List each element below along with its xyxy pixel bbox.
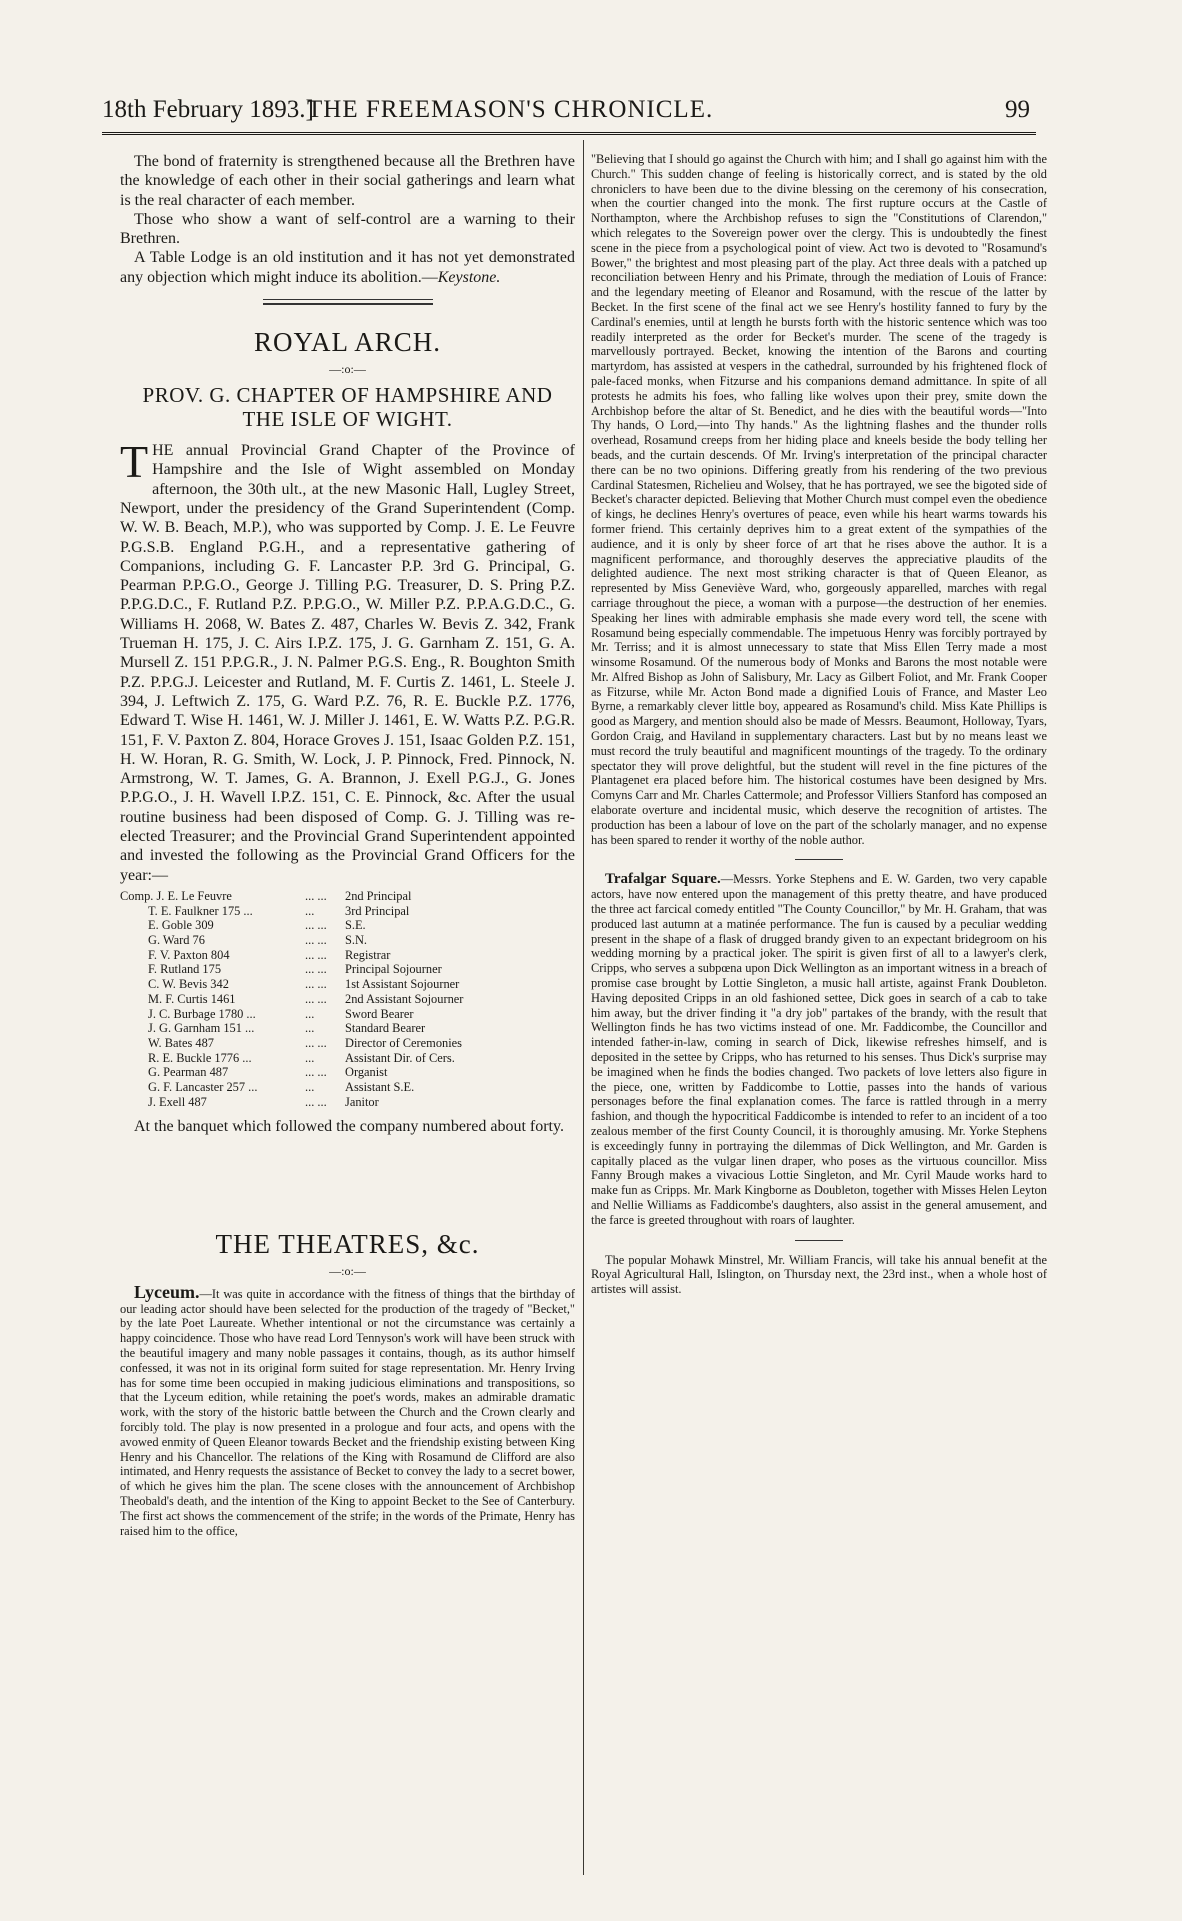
publication-title: THE FREEMASON'S CHRONICLE.: [307, 96, 714, 123]
theatres-ornament: —:o:—: [329, 1263, 366, 1278]
drop-cap: T: [120, 436, 149, 488]
officer-row: W. Bates 487 ... ... Director of Ceremonies: [148, 1035, 462, 1050]
officer-row: G. Ward 76 ... ... S.N.: [148, 933, 368, 948]
officer-row: C. W. Bevis 342 ... ... 1st Assistant Sojourner: [148, 977, 460, 992]
officer-row: R. E. Buckle 1776 ... ... Assistant Dir. of Cers.: [148, 1050, 455, 1065]
trafalgar-review-text: —Messrs. Yorke Stephens and E. W. Garden, two very capable actors, have now entered upon the management of this pretty theatre, and have produced the three act farcical comedy entitled "The County Councillor," by Mr. H. Graham, that was produced last autumn at a matinée performance. The fun is caused by a peculiar wedding present in the shape of a flask of drugged brandy given to an expectant bridegroom on his wedding morning by a practical joker. The spirit is given first of all to a lawyer's clerk, Cripps, who serves a subpœna upon Dick Wellington as an important witness in a breach of promise case brought by Lottie Singleton, a music hall artiste, against Frank Doubleton. Having deposited Cripps in an old fashioned settee, Dick goes in search of a cab to take him away, but the driver finding it "a dry job" partakes of the brandy, with the result that Wellington finds he has two victims instead of one. Mr. Faddicombe, the Councillor and intended father-in-law, coming in search of Dick, likewise refreshes himself, and is deposited in the settee by Cripps, who has returned to his senses. Thus Dick's surprise may be imagined when he finds the bodies changed. Two packets of love letters also figure in the piece, one, written by Faddicombe to Lottie, passes into the hands of various personages before the final explanation comes. The farce is rattled through in a merry fashion, and though the hypocritical Faddicombe is intended to refer to an incident of a too zealous member of the first County Council, it is thoroughly amusing. Mr. Yorke Stephens is exceedingly funny in portraying the dilemmas of Dick Wellington, and Mr. Garden is capitally placed as the vulgar linen draper, who poses as the virtuous councillor. Miss Fanny Brough makes a vivacious Lottie Singleton, and Mr. Cyril Maude works hard to make fun as Cripps. Mr. Mark Kingborne as Doubleton, together with Misses Helen Leyton and Nellie Williams as Faddicombe's daughters, also assist in the general amusement, and the farce is greeted throughout with roars of laughter.: [591, 872, 1048, 1227]
intro-paragraph-3-text: A Table Lodge is an old institution and it has not yet demonstrated any objection which might induce its abolition.—: [120, 249, 575, 286]
officers-list: [120, 889, 575, 1110]
officer-row: M. F. Curtis 1461 ... ... 2nd Assistant Sojourner: [148, 991, 464, 1006]
chapter-heading: PROV. G. CHAPTER OF HAMPSHIRE AND THE ISLE OF WIGHT.: [142, 383, 553, 432]
trafalgar-review: [591, 872, 1047, 1227]
intro-source: Keystone.: [437, 268, 501, 286]
mohawk-notice: The popular Mohawk Minstrel, Mr. William Francis, will take his annual benefit at the Royal Agricultural Hall, Islington, on Thursday next, the 23rd inst., when a whole host of artistes will assist.: [591, 1252, 1047, 1297]
chapter-report: [120, 436, 575, 885]
officer-row: Comp. J. E. Le Feuvre ... ... 2nd Principal: [120, 888, 412, 903]
short-divider: [795, 859, 843, 860]
page-number: 99: [1005, 96, 1030, 123]
issue-date: 18th February 1893.]: [102, 96, 314, 123]
theatres-heading: THE THEATRES, &c.: [215, 1228, 480, 1259]
officer-row: J. G. Garnham 151 ... ... Standard Bearer: [148, 1021, 426, 1036]
right-column: [591, 152, 1047, 1297]
officer-row: F. Rutland 175 ... ... Principal Sojourner: [148, 962, 442, 977]
royal-arch-heading: ROYAL ARCH.: [253, 327, 442, 358]
officer-row: J. C. Burbage 1780 ... ... Sword Bearer: [148, 1006, 414, 1021]
column-divider: [583, 140, 584, 1875]
officer-row: F. V. Paxton 804 ... ... Registrar: [148, 947, 391, 962]
masthead: [102, 92, 1036, 135]
section-separator: [263, 299, 433, 305]
officer-row: J. Exell 487 ... ... Janitor: [148, 1094, 379, 1109]
officer-row: G. F. Lancaster 257 ... ... Assistant S.E.: [148, 1080, 415, 1095]
officer-row: E. Goble 309 ... ... S.E.: [148, 918, 366, 933]
officer-row: T. E. Faulkner 175 ... ... 3rd Principal: [148, 903, 410, 918]
left-column: [120, 152, 575, 1538]
lyceum-review: [120, 1281, 575, 1539]
short-divider: [795, 1240, 843, 1241]
lyceum-review-text: —It was quite in accordance with the fitness of things that the birthday of our leading actor should have been selected for the production of the tragedy of "Becket," by the late Poet Laureate. Whether intentional or not the circumstance was certainly a happy coincidence. Those who have read Lord Tennyson's work will have been struck with the beautiful imagery and many noble passages it contains, though, as its author himself confessed, it was not in its original form suited for stage representation. Mr. Henry Irving has for some time been occupied in making judicious eliminations and transpositions, so that the Lyceum edition, while retaining the poet's words, makes an admirable dramatic work, with the story of the historic battle between the Church and the Crown clearly and forcibly told. The play is now presented in a prologue and four acts, and opens with the avowed enmity of Queen Eleanor towards Becket and the friendship existing between King Henry and his Chancellor. The relations of the King with Rosamund de Clifford are also intimated, and Henry requests the assistance of Becket to convey the lady to a secret bower, of which he gives him the plan. The scene closes with the announcement of Archbishop Theobald's death, and the intention of the King to appoint Becket to the See of Canterbury. The first act shows the commencement of the strife; in the words of the Primate, Henry has raised him to the office,: [120, 1286, 575, 1538]
intro-paragraph-3: [120, 248, 575, 287]
officer-row: G. Pearman 487 ... ... Organist: [148, 1065, 388, 1080]
royal-arch-ornament: —:o:—: [329, 362, 366, 377]
lyceum-heading: Lyceum.: [134, 1281, 200, 1302]
intro-paragraph-1: The bond of fraternity is strengthened because all the Brethren have the knowledge of each other in their social gatherings and learn what is the real character of each member.: [120, 153, 575, 209]
chapter-report-text: HE annual Provincial Grand Chapter of the Province of Hampshire and the Isle of Wight assembled on Monday afternoon, the 30th ult., at the new Masonic Hall, Lugley Street, Newport, under the presidency of the Grand Superintendent (Comp. W. W. B. Beach, M.P.), who was supported by Comp. J. E. Le Feuvre P.G.S.B. England P.G.H., and a representative gathering of Companions, including G. F. Lancaster P.P. 3rd G. Principal, G. Pearman P.P.G.O., George J. Tilling P.G. Treasurer, D. S. Pring P.Z. P.P.G.D.C., F. Rutland P.Z. P.P.G.O., W. Miller P.Z. P.P.A.G.D.C., G. Williams H. 2068, W. Bates Z. 487, Charles W. Bevis Z. 342, Frank Trueman H. 175, J. C. Airs I.P.Z. 175, J. G. Garnham Z. 151, G. A. Mursell Z. 151 P.P.G.R., J. N. Palmer P.G.S. Eng., R. Boughton Smith P.Z. P.P.G.J. Leicester and Rutland, M. F. Curtis Z. 1461, L. Steele J. 394, J. Leftwich Z. 175, G. Ward P.Z. 76, R. E. Buckle P.Z. 1776, Edward T. Wise H. 1461, W. J. Miller J. 1461, E. W. Watts P.Z. P.G.R. 151, F. V. Paxton Z. 804, Horace Groves J. 151, Isaac Golden P.Z. 151, H. W. Horan, R. G. Smith, W. Lock, J. P. Pinnock, Fred. Pinnock, N. Armstrong, W. T. James, G. A. Brannon, J. Exell P.G.J., G. Jones P.P.G.O., J. H. Wavell I.P.Z. 151, C. E. Pinnock, &c. After the usual routine business had been disposed of Comp. G. J. Tilling was re-elected Treasurer; and the Provincial Grand Superintendent appointed and invested the following as the Provincial Grand Officers for the year:—: [120, 442, 575, 884]
intro-paragraph-2: Those who show a want of self-control are a warning to their Brethren.: [120, 210, 575, 248]
trafalgar-heading: Trafalgar Square.: [605, 871, 721, 888]
becket-review-continued: "Believing that I should go against the Church with him; and I shall go against him with the Church." This sudden change of feeling is historically correct, and is stated by the old chroniclers to have been due to the divine blessing on the ceremony of his consecration, when the courtier changed into the monk. The first rupture occurs at the Castle of Northampton, where the Archbishop refuses to sign the "Constitutions of Clarendon," which relegates to the Sovereign power over the clergy. This is undoubtedly the finest scene in the piece from a psychological point of view. Act two is devoted to "Rosamund's Bower," the brightest and most pleasing part of the play. Act three deals with a patched up reconciliation between Henry and his Primate, through the mediation of Louis of France: and the legendary meeting of Eleanor and Rosamund, with the rescue of the latter by Becket. In the first scene of the final act we see Henry's hostility fanned to fury by the Cardinal's enemies, until at length he bursts forth with the historic sentence which was too readily interpreted as the order for Becket's murder. The scene of the tragedy is marvellously portrayed. Becket, knowing the intention of the Barons and courting martyrdom, has assisted at vespers in the cathedral, surrounded by his frightened flock of pale-faced monks, when Fitzurse and his companions demand admittance. In spite of all protests he admits his foes, who falling like wolves upon their prey, smite down the Archbishop before the altar of St. Benedict, and he dies with the beautiful words—"Into Thy hands, O Lord,—into Thy hands." As the lightning flashes and the thunder rolls overhead, Rosamund creeps from her hiding place and kneels beside the body telling her beads, and the curtain descends. Of Mr. Irving's interpretation of the principal character there can be no two opinions. Differing greatly from his rendering of the two previous Cardinal Statesmen, Richelieu and Wolsey, that he has portrayed, we see the bigoted side of Becket's character depicted. Believing that Mother Church must compel even the obedience of kings, he declines Henry's overtures of peace, even while his heart warms towards his former friend. This certainly deprives him to a great extent of the sympathies of the audience, and it is only by sheer force of art that he rises above the author. It is a magnificent performance, and thoroughly deserves the appreciative plaudits of the delighted audience. The next most striking character is that of Queen Eleanor, as represented by Miss Geneviève Ward, who, gorgeously apparelled, marches with regal carriage throughout the piece, a woman with a purpose—the destruction of her enemies. Speaking her lines with admirable emphasis she made every word tell, the scene with Rosamund being especially commendable. The impetuous Henry was forcibly portrayed by Mr. Terriss; and it is almost unnecessary to state that Miss Ellen Terry made a most winsome Rosamund. Of the numerous body of Monks and Barons the most notable were Mr. Alfred Bishop as John of Salisbury, Mr. Lacy as Gilbert Foliot, and Mr. Frank Cooper as Fitzurse, while Mr. Acton Bond made a dignified Louis of France, and Master Leo Byrne, a remarkably clever little boy, appeared as Rosamund's child. Miss Kate Phillips is good as Margery, and mention should also be made of Messrs. Beaumont, Holloway, Tyars, Gordon Craig, and Haviland in supplementary characters. Last but by no means least we must record the truly beautiful and magnificent mountings of the tragedy. To the ordinary spectator they will prove delightful, but the student will revel in the fine pictures of the Plantagenet era placed before him. The historical costumes have been designed by Mrs. Comyns Carr and Mr. Charles Cattermole; and Professor Villiers Stanford has composed an elaborate overture and incidental music, which deserve the recognition of artistes. The production has been a labour of love on the part of the scholarly manager, and no expense has been spared to render it worthy of the noble author.: [591, 152, 1047, 847]
banquet-note: At the banquet which followed the company numbered about forty.: [134, 1118, 564, 1136]
